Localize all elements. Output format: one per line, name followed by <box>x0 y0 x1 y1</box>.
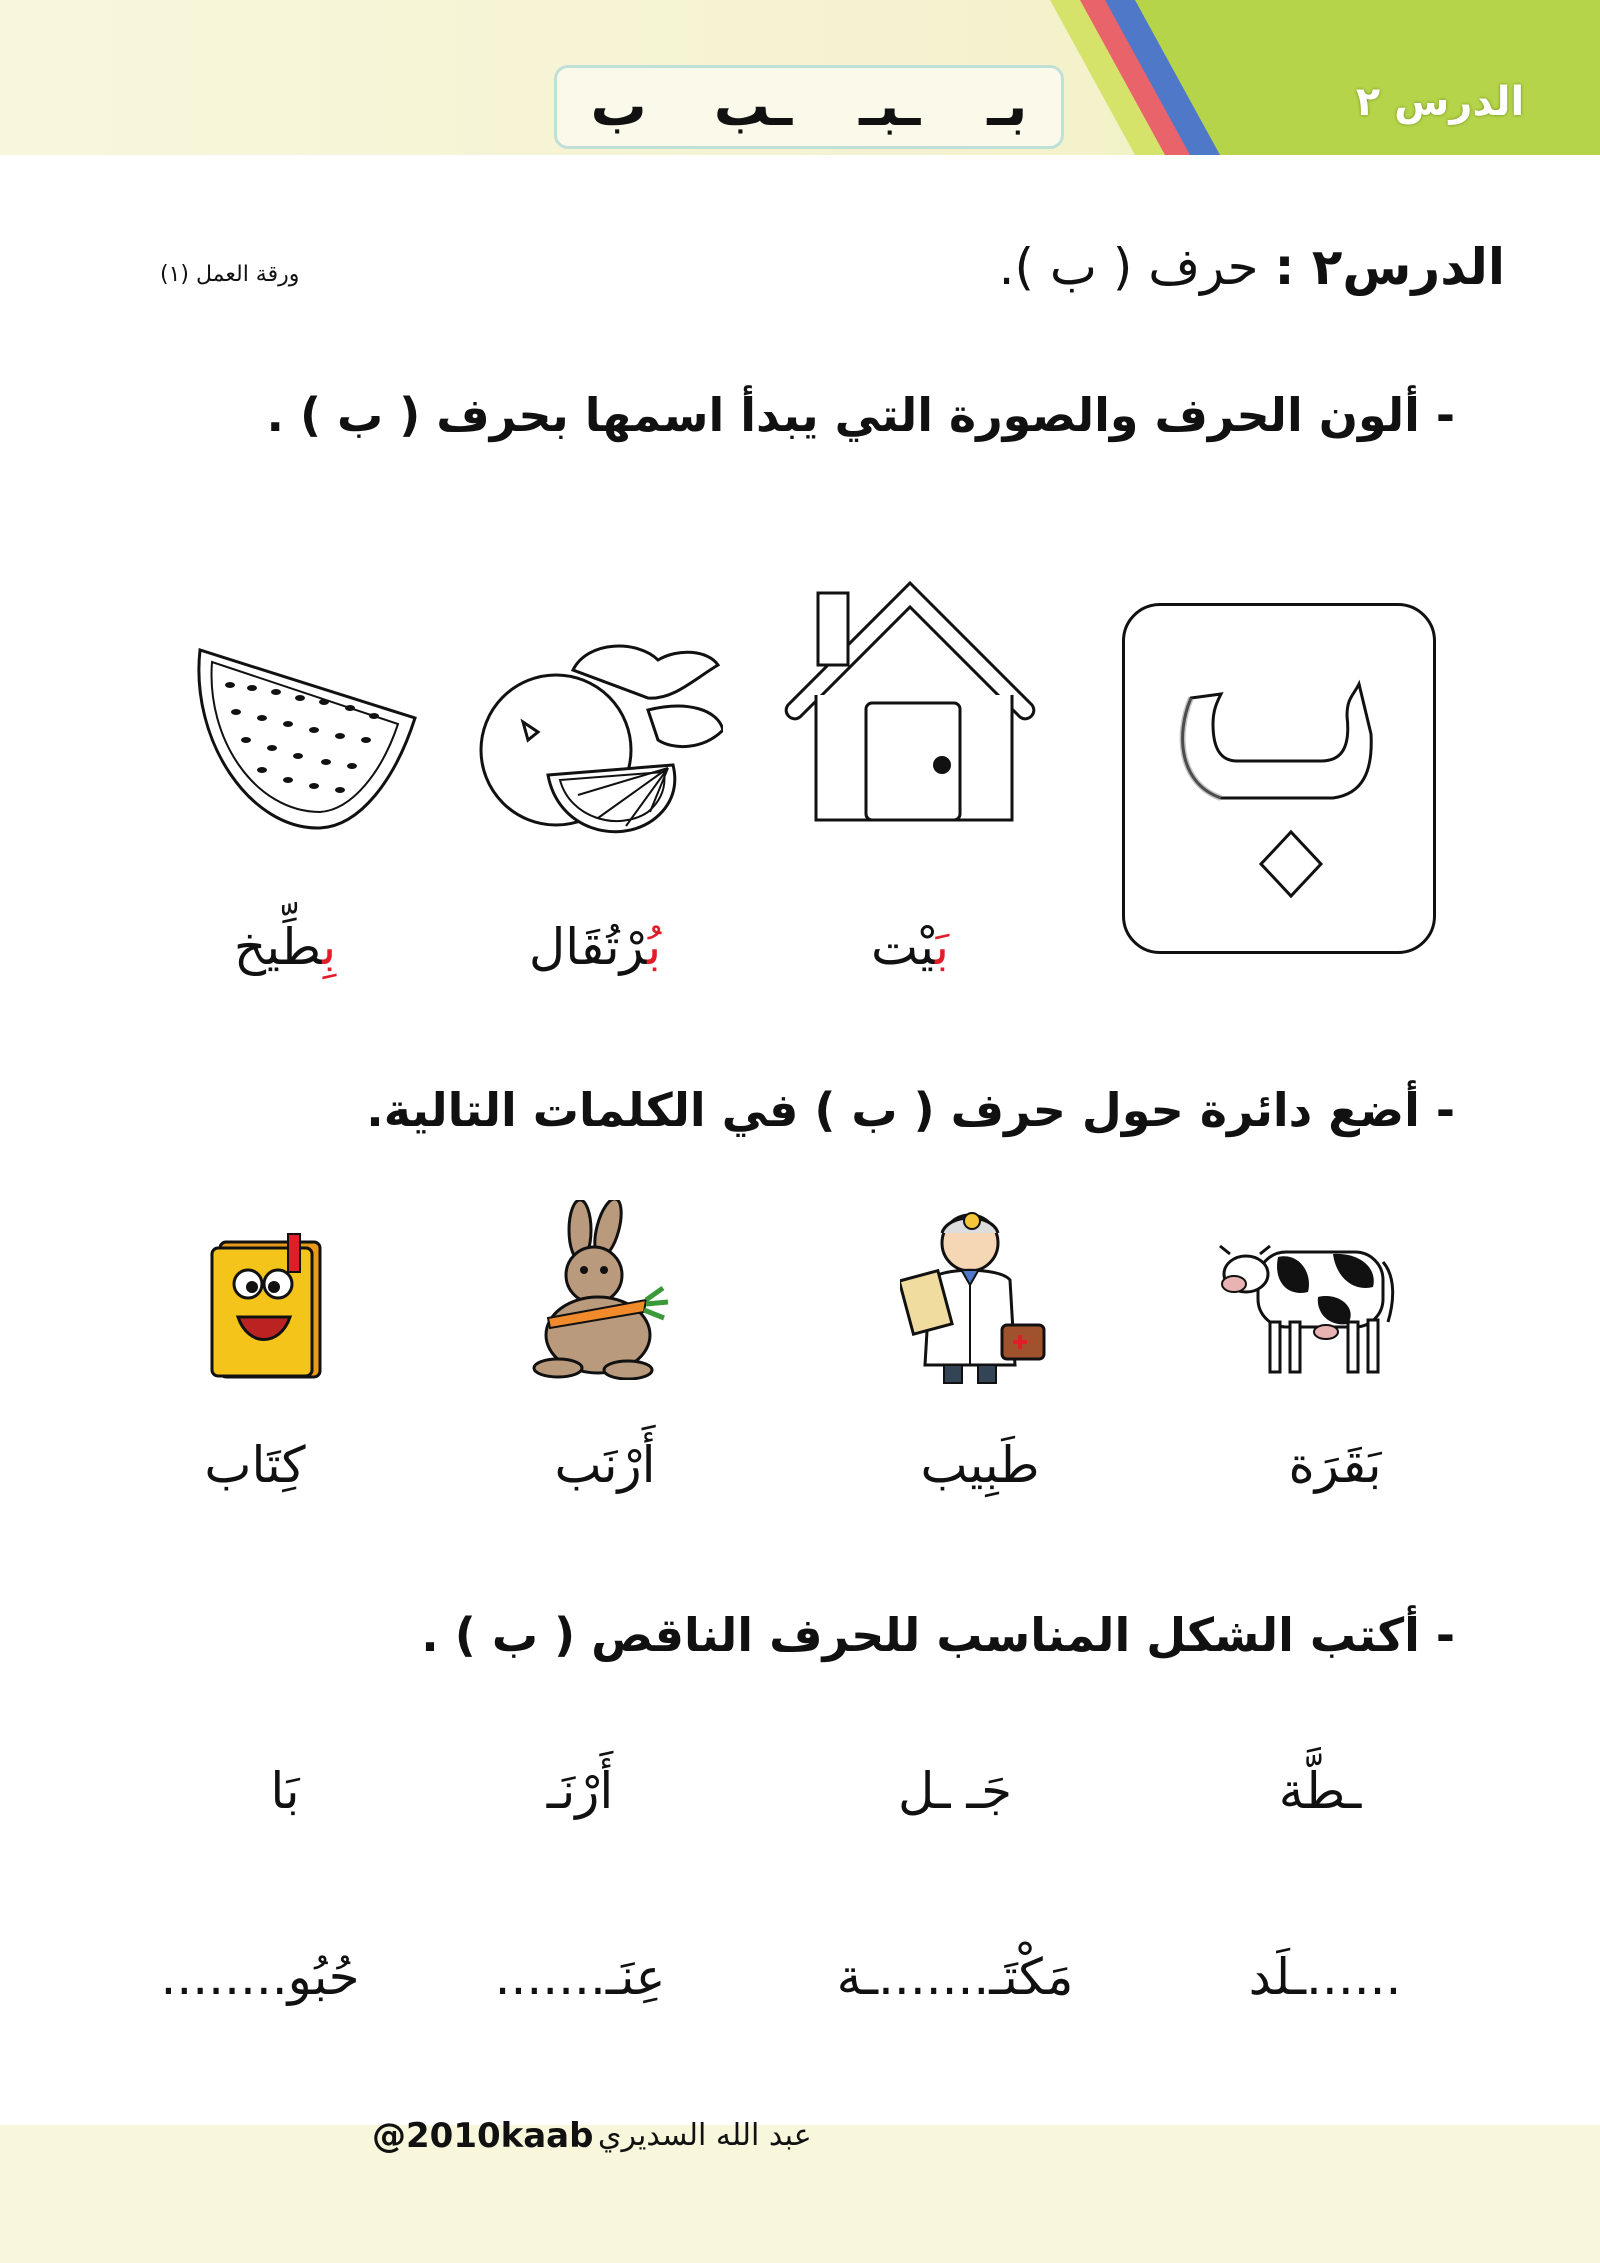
word-kitab: كِتَاب <box>204 1436 306 1494</box>
fill-word: ـطَّة <box>1278 1762 1362 1820</box>
word-burtuqal <box>490 918 700 976</box>
word-tabib: طَبِيب <box>920 1436 1040 1494</box>
lesson-heading-bold: الدرس٢ : <box>1274 238 1505 296</box>
book-icon <box>208 1232 328 1380</box>
house-icon <box>780 575 1040 830</box>
word-rest: رْتُقَال <box>528 918 648 976</box>
watermelon-icon <box>190 640 420 835</box>
word-first-letter: بِ <box>322 918 337 976</box>
word-rest: طِّيخ <box>233 918 323 976</box>
fill-word: أَرْنَـ <box>546 1762 614 1820</box>
footer-author-name: عبد الله السديري <box>598 2118 812 2153</box>
instruction-circle: - أضع دائرة حول حرف ( ب ) في الكلمات التالية. <box>366 1083 1455 1137</box>
fill-word: جَـ ـل <box>898 1762 1012 1820</box>
rabbit-icon <box>528 1200 673 1380</box>
cow-icon <box>1218 1232 1398 1382</box>
instruction-write: - أكتب الشكل المناسب للحرف الناقص ( ب ) . <box>421 1608 1455 1662</box>
word-first-letter: بَ <box>935 918 950 976</box>
lesson-heading-rest: حرف ( ب ). <box>998 238 1275 296</box>
worksheet-label: ورقة العمل (١) <box>160 262 300 287</box>
word-battikh <box>200 918 370 976</box>
instruction-color: - ألون الحرف والصورة التي يبدأ اسمها بحرف ( ب ) . <box>266 388 1455 442</box>
letter-ba-outline-icon <box>1125 606 1433 951</box>
fill-word: بَا <box>270 1762 300 1820</box>
lesson-badge: الدرس ٢ <box>1355 79 1525 125</box>
letter-card <box>1122 603 1436 954</box>
word-rest: يْت <box>870 918 936 976</box>
word-first-letter: بُ <box>647 918 662 976</box>
orange-icon <box>478 640 723 840</box>
fill-word: عِنَـ....... <box>494 1948 666 2006</box>
word-bayt <box>840 918 980 976</box>
letter-form: ب <box>590 74 647 139</box>
letter-forms-box <box>554 65 1064 149</box>
fill-word: حُبُو........ <box>160 1948 360 2006</box>
fill-word: مَكْتَـ.......ـة <box>836 1948 1074 2006</box>
word-arnab: أَرْنَب <box>554 1436 656 1494</box>
doctor-icon <box>900 1205 1050 1390</box>
lesson-heading <box>999 238 1505 296</box>
fill-word: ......ـلَد <box>1248 1948 1402 2006</box>
footer-handle: @2010kaab <box>372 2116 594 2156</box>
letter-form: ـب <box>713 74 793 139</box>
letter-form: ـبـ <box>859 74 921 139</box>
letter-form: بـ <box>987 74 1028 139</box>
word-baqara: بَقَرَة <box>1288 1436 1382 1494</box>
